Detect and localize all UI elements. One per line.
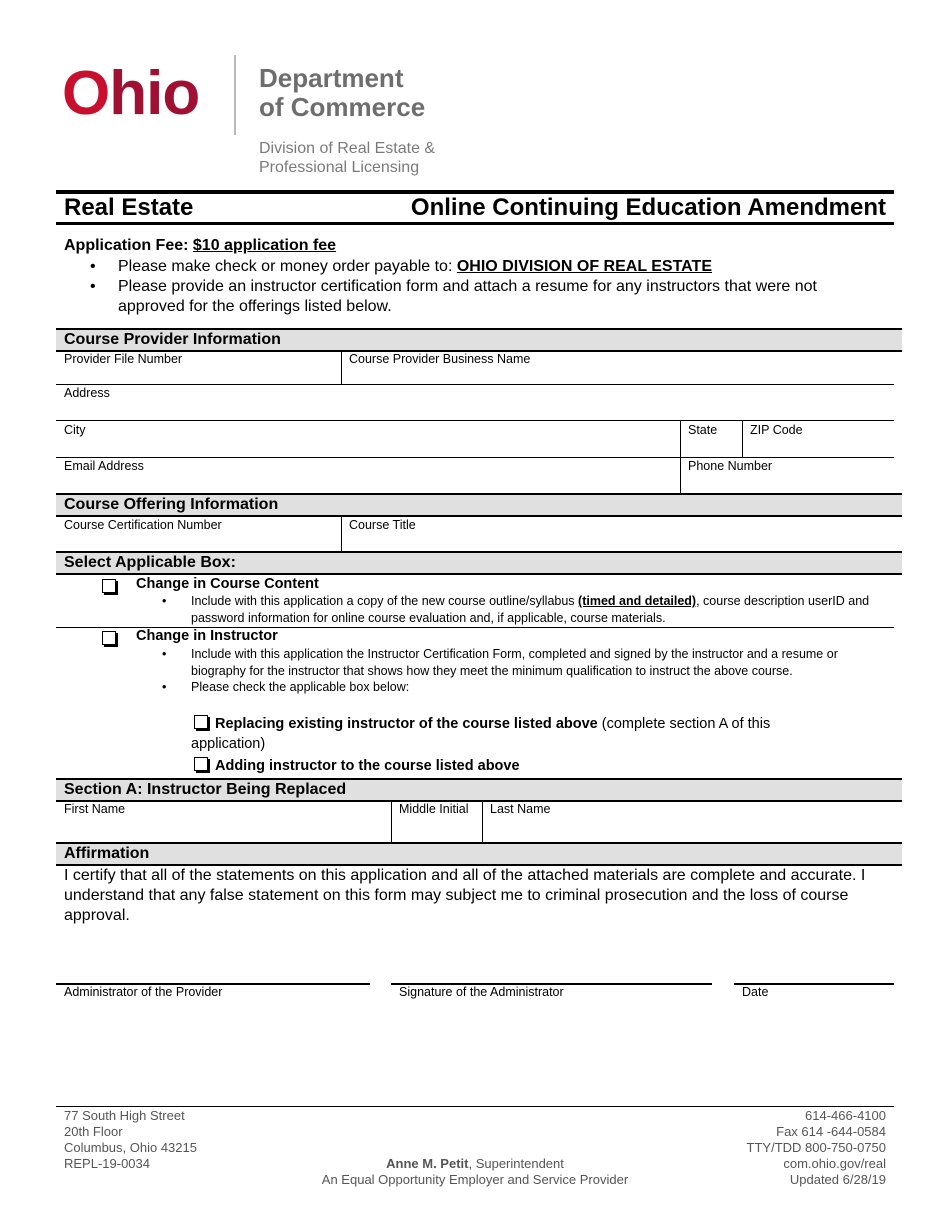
footer-website[interactable]: com.ohio.gov/real — [783, 1156, 886, 1171]
divider — [391, 800, 392, 842]
division-line-1: Division of Real Estate & — [259, 140, 436, 157]
divider — [742, 420, 743, 457]
middle-initial-field[interactable]: Middle Initial — [399, 802, 469, 816]
last-name-field[interactable]: Last Name — [490, 802, 551, 816]
content-text-pre: Include with this application a copy of the new course outline/syllabus — [191, 594, 579, 608]
instruction-item — [90, 277, 880, 317]
email-field[interactable]: Email Address — [64, 459, 144, 473]
row-divider — [56, 384, 894, 385]
fee-value: $10 application fee — [192, 237, 337, 254]
divider — [341, 516, 342, 552]
instructor-change-bullets: • Include with this application the Instructor Certification Form, completed and signed by the instructor and a resume or biography for the instructor that shows how they meet the minimum qualification to instruct the above course. • Please check the applicable box below: — [162, 647, 838, 694]
instructor-bullet-1: Include with this application the Instructor Certification Form, completed and signed by the instructor and a resume or biography for the instructor that shows how they meet the minimum qualification to instruct the above course. — [191, 647, 838, 678]
logo-letter-o: O — [62, 59, 110, 128]
instruction-2-text: Please provide an instructor certification form and attach a resume for any instructors that were not approved for the offerings listed below. — [118, 278, 817, 315]
checkbox-course-content[interactable] — [102, 579, 116, 593]
dept-line-1: Department — [259, 63, 404, 93]
section-header-provider: Course Provider Information — [56, 328, 902, 352]
content-change-bullet: • Include with this application a copy of the new course outline/syllabus (timed and detailed), course description userID and password information for online course evaluation and, if applicable, course materials. — [162, 594, 870, 625]
date-field[interactable]: Date — [742, 985, 769, 999]
application-fee — [64, 237, 336, 255]
footer-updated: Updated 6/28/19 — [789, 1172, 886, 1187]
state-field[interactable]: State — [688, 423, 718, 437]
city-field[interactable]: City — [64, 423, 86, 437]
superintendent-name: Anne M. Petit — [386, 1156, 469, 1171]
course-title-field[interactable]: Course Title — [349, 518, 416, 532]
admin-name-field[interactable]: Administrator of the Provider — [64, 985, 223, 999]
footer-addr-1: 77 South High Street — [64, 1108, 185, 1123]
phone-field[interactable]: Phone Number — [688, 459, 773, 473]
zip-field[interactable]: ZIP Code — [750, 423, 803, 437]
section-header-select: Select Applicable Box: — [56, 551, 902, 575]
superintendent-title: , Superintendent — [468, 1156, 564, 1171]
section-header-offering: Course Offering Information — [56, 493, 902, 517]
title-bottom-rule — [56, 222, 894, 225]
option-replacing-cont: application) — [191, 736, 266, 752]
section-header-section-a: Section A: Instructor Being Replaced — [56, 778, 902, 802]
form-title: Online Continuing Education Amendment — [410, 194, 886, 221]
row-divider — [56, 420, 894, 421]
address-field[interactable]: Address — [64, 386, 110, 400]
form-number: REPL-19-0034 — [64, 1156, 150, 1171]
section-header-affirmation: Affirmation — [56, 842, 902, 866]
instruction-1-text: Please make check or money order payable to: — [118, 258, 453, 275]
division-line-2: Professional Licensing — [259, 159, 420, 176]
instructions-list — [90, 257, 880, 317]
checkbox-instructor[interactable] — [102, 631, 116, 645]
row-divider — [56, 457, 894, 458]
footer-contact — [747, 1108, 886, 1188]
opt1-bold: Replacing existing instructor of the course listed above — [215, 716, 598, 732]
divider — [341, 350, 342, 384]
department-name — [259, 64, 425, 122]
affirmation-text: I certify that all of the statements on this application and all of the attached materials are complete and accurate. I understand that any false statement on this form may subject me to criminal prosecution and the loss of course approval. — [64, 867, 866, 924]
ohio-logo — [62, 58, 199, 129]
divider — [482, 800, 483, 842]
footer-fax: Fax 614 -644-0584 — [776, 1124, 886, 1139]
instructor-bullet-2: Please check the applicable box below: — [191, 680, 410, 694]
content-text-post: , course description userID and password information for online course evaluation and, if applicable, course materials. — [191, 594, 870, 625]
instruction-item — [90, 257, 880, 277]
footer-phone: 614-466-4100 — [805, 1108, 886, 1123]
change-course-content-label: Change in Course Content — [136, 576, 319, 592]
change-instructor-label: Change in Instructor — [136, 628, 278, 644]
course-cert-number-field[interactable]: Course Certification Number — [64, 518, 222, 532]
first-name-field[interactable]: First Name — [64, 802, 126, 816]
fee-label: Application Fee: — [64, 237, 189, 254]
opt1-rest: (complete section A of this — [597, 716, 771, 732]
option-adding-instructor: Adding instructor to the course listed above — [215, 758, 520, 774]
dept-line-2: of Commerce — [259, 92, 426, 122]
content-text-bold: (timed and detailed) — [578, 594, 697, 608]
payee-name: OHIO DIVISION OF REAL ESTATE — [456, 258, 712, 275]
option-replacing-instructor — [191, 714, 831, 734]
footer-tty: TTY/TDD 800-750-0750 — [746, 1140, 886, 1155]
form-category-title: Real Estate — [64, 194, 194, 221]
provider-file-number-field[interactable]: Provider File Number — [64, 352, 183, 366]
logo-divider — [234, 55, 236, 135]
checkbox-adding-instructor[interactable] — [194, 757, 208, 771]
logo-letters-hio: hio — [109, 59, 200, 128]
business-name-field[interactable]: Course Provider Business Name — [349, 352, 531, 366]
admin-signature-field[interactable]: Signature of the Administrator — [399, 985, 564, 999]
eoe-statement: An Equal Opportunity Employer and Service Provider — [321, 1172, 629, 1187]
footer-addr-3: Columbus, Ohio 43215 — [64, 1140, 197, 1155]
footer-addr-2: 20th Floor — [64, 1124, 123, 1139]
division-name — [259, 139, 435, 177]
footer-rule — [56, 1106, 894, 1107]
